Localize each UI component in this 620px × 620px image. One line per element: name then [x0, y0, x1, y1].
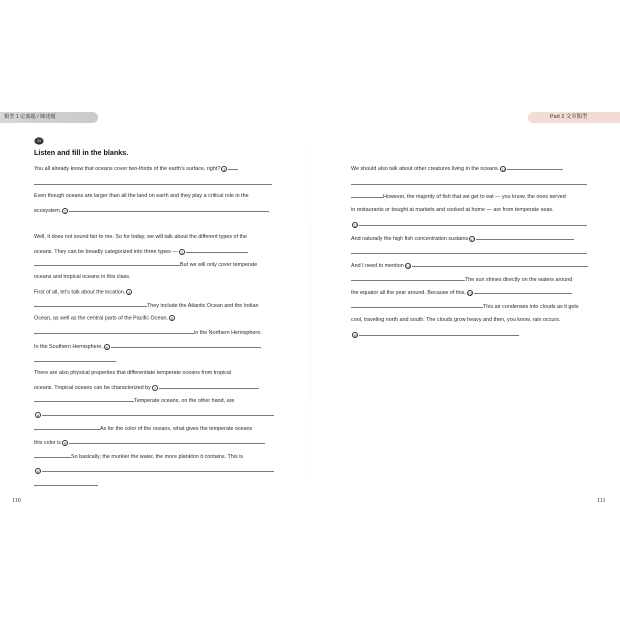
blank-number: 4	[128, 290, 131, 295]
text-line: But we will only cover temperate	[34, 261, 257, 269]
blank-number: 11	[501, 166, 506, 172]
blank-field[interactable]	[412, 262, 588, 267]
text-line	[34, 467, 274, 475]
text-line: However, the majority of fish that we get to eat — you know, the ones served	[351, 193, 566, 201]
blank-number: 5	[170, 316, 174, 321]
blank-number: 1	[223, 166, 226, 172]
blank-field[interactable]	[34, 302, 147, 307]
blank-field[interactable]	[34, 261, 180, 266]
text-line: And I need to mention 14	[351, 262, 588, 270]
blank-field[interactable]	[351, 180, 587, 185]
blank-number: 14	[405, 263, 411, 269]
blank-number: 9	[63, 440, 67, 446]
blank-field[interactable]	[228, 165, 238, 170]
blank-line	[34, 481, 98, 489]
blank-field[interactable]	[351, 193, 383, 198]
text-line: They include the Atlantic Ocean and the Indian	[34, 302, 258, 310]
text-line: You all already know that oceans cover two-thirds of the earth’s surface, right? 1	[34, 165, 238, 173]
text-line: The sun shines directly on the waters around	[351, 276, 572, 284]
text-line: cool, traveling north and south. The clouds grow heavy and then, you know, rain occurs.	[351, 317, 561, 323]
text-line: in restaurants or bought at markets and cooked at home — are from temperate seas.	[351, 207, 554, 213]
blank-number: 8	[36, 412, 40, 418]
text-line: There are also physical properties that differentiate temperate oceans from tropical	[34, 370, 232, 376]
text-line: Ocean, as well as the central parts of the Pacific Ocean. 5	[34, 315, 174, 322]
blank-field[interactable]	[34, 357, 116, 362]
text-line: This air condenses into clouds as it gets	[351, 303, 579, 311]
right-header-tab: Part 2 文章類型	[528, 112, 620, 123]
blank-field[interactable]	[351, 303, 483, 308]
text-line	[351, 331, 519, 339]
blank-field[interactable]	[34, 180, 272, 185]
text-line: this color is 9	[34, 439, 265, 447]
text-line: in the Northern Hemisphere.	[34, 329, 262, 337]
blank-number: 13	[470, 236, 475, 242]
blank-field[interactable]	[111, 343, 261, 348]
blank-field[interactable]	[34, 481, 98, 486]
text-line: the equator all the year around. Because of this, 15	[351, 289, 572, 297]
text-line	[34, 411, 274, 419]
text-line: So basically, the murkier the water, the more plankton it contains. This is	[34, 453, 243, 461]
blank-field[interactable]	[69, 439, 265, 444]
text-line: ecosystem, 2	[34, 207, 269, 215]
text-line: In the Southern Hemisphere, 6	[34, 343, 261, 351]
blank-line	[34, 180, 272, 188]
text-line: Temperate oceans, on the other hand, are	[34, 397, 234, 405]
cd-audio-icon	[34, 137, 44, 145]
blank-number: 12	[353, 222, 358, 228]
text-line: oceans. They can be broadly categorized into three types — 3	[34, 248, 248, 256]
text-line: We should also talk about other creatures living in the oceans. 11	[351, 165, 563, 173]
text-line: First of all, let’s talk about the location. 4	[34, 289, 131, 296]
blank-line	[351, 249, 587, 257]
blank-field[interactable]	[476, 235, 574, 240]
blank-line	[34, 357, 116, 365]
blank-number: 16	[353, 332, 358, 338]
blank-field[interactable]	[34, 329, 194, 334]
blank-number: 6	[105, 344, 109, 350]
page-gutter	[310, 110, 311, 510]
blank-field[interactable]	[69, 207, 269, 212]
blank-field[interactable]	[186, 248, 248, 253]
blank-field[interactable]	[507, 165, 563, 170]
text-line	[351, 221, 587, 229]
instruction-heading: Listen and fill in the blanks.	[34, 148, 129, 157]
blank-field[interactable]	[351, 249, 587, 254]
blank-field[interactable]	[34, 425, 100, 430]
blank-line	[351, 180, 587, 188]
text-line: As for the color of the oceans, what gives the temperate oceans	[34, 425, 252, 433]
svg-text:24: 24	[37, 139, 41, 144]
blank-field[interactable]	[359, 331, 519, 336]
blank-number: 3	[180, 249, 183, 255]
blank-field[interactable]	[474, 289, 572, 294]
blank-number: 2	[64, 208, 67, 214]
text-line: oceans and tropical oceans in this class.	[34, 274, 131, 280]
blank-field[interactable]	[359, 221, 587, 226]
blank-field[interactable]	[42, 411, 274, 416]
blank-field[interactable]	[159, 384, 259, 389]
text-line: Even though oceans are larger than all the land on earth and they play a critical role in the	[34, 193, 249, 199]
text-line: oceans. Tropical oceans can be characterized by 7	[34, 384, 259, 392]
text-line: Well, it does not sound fair to me. So for today, we will talk about the different types of the	[34, 234, 248, 240]
left-header-tab: 類型 1 定義題 / 陳述題	[0, 112, 98, 123]
page-number-left: 110	[12, 498, 21, 504]
blank-number: 10	[36, 468, 41, 474]
page-number-right: 111	[597, 498, 606, 504]
blank-field[interactable]	[351, 276, 465, 281]
blank-number: 7	[153, 385, 156, 391]
blank-number: 15	[467, 290, 473, 296]
blank-field[interactable]	[34, 397, 134, 402]
blank-field[interactable]	[34, 453, 71, 458]
blank-field[interactable]	[42, 467, 274, 472]
text-line: And naturally the high fish concentration sustains 13	[351, 235, 574, 243]
